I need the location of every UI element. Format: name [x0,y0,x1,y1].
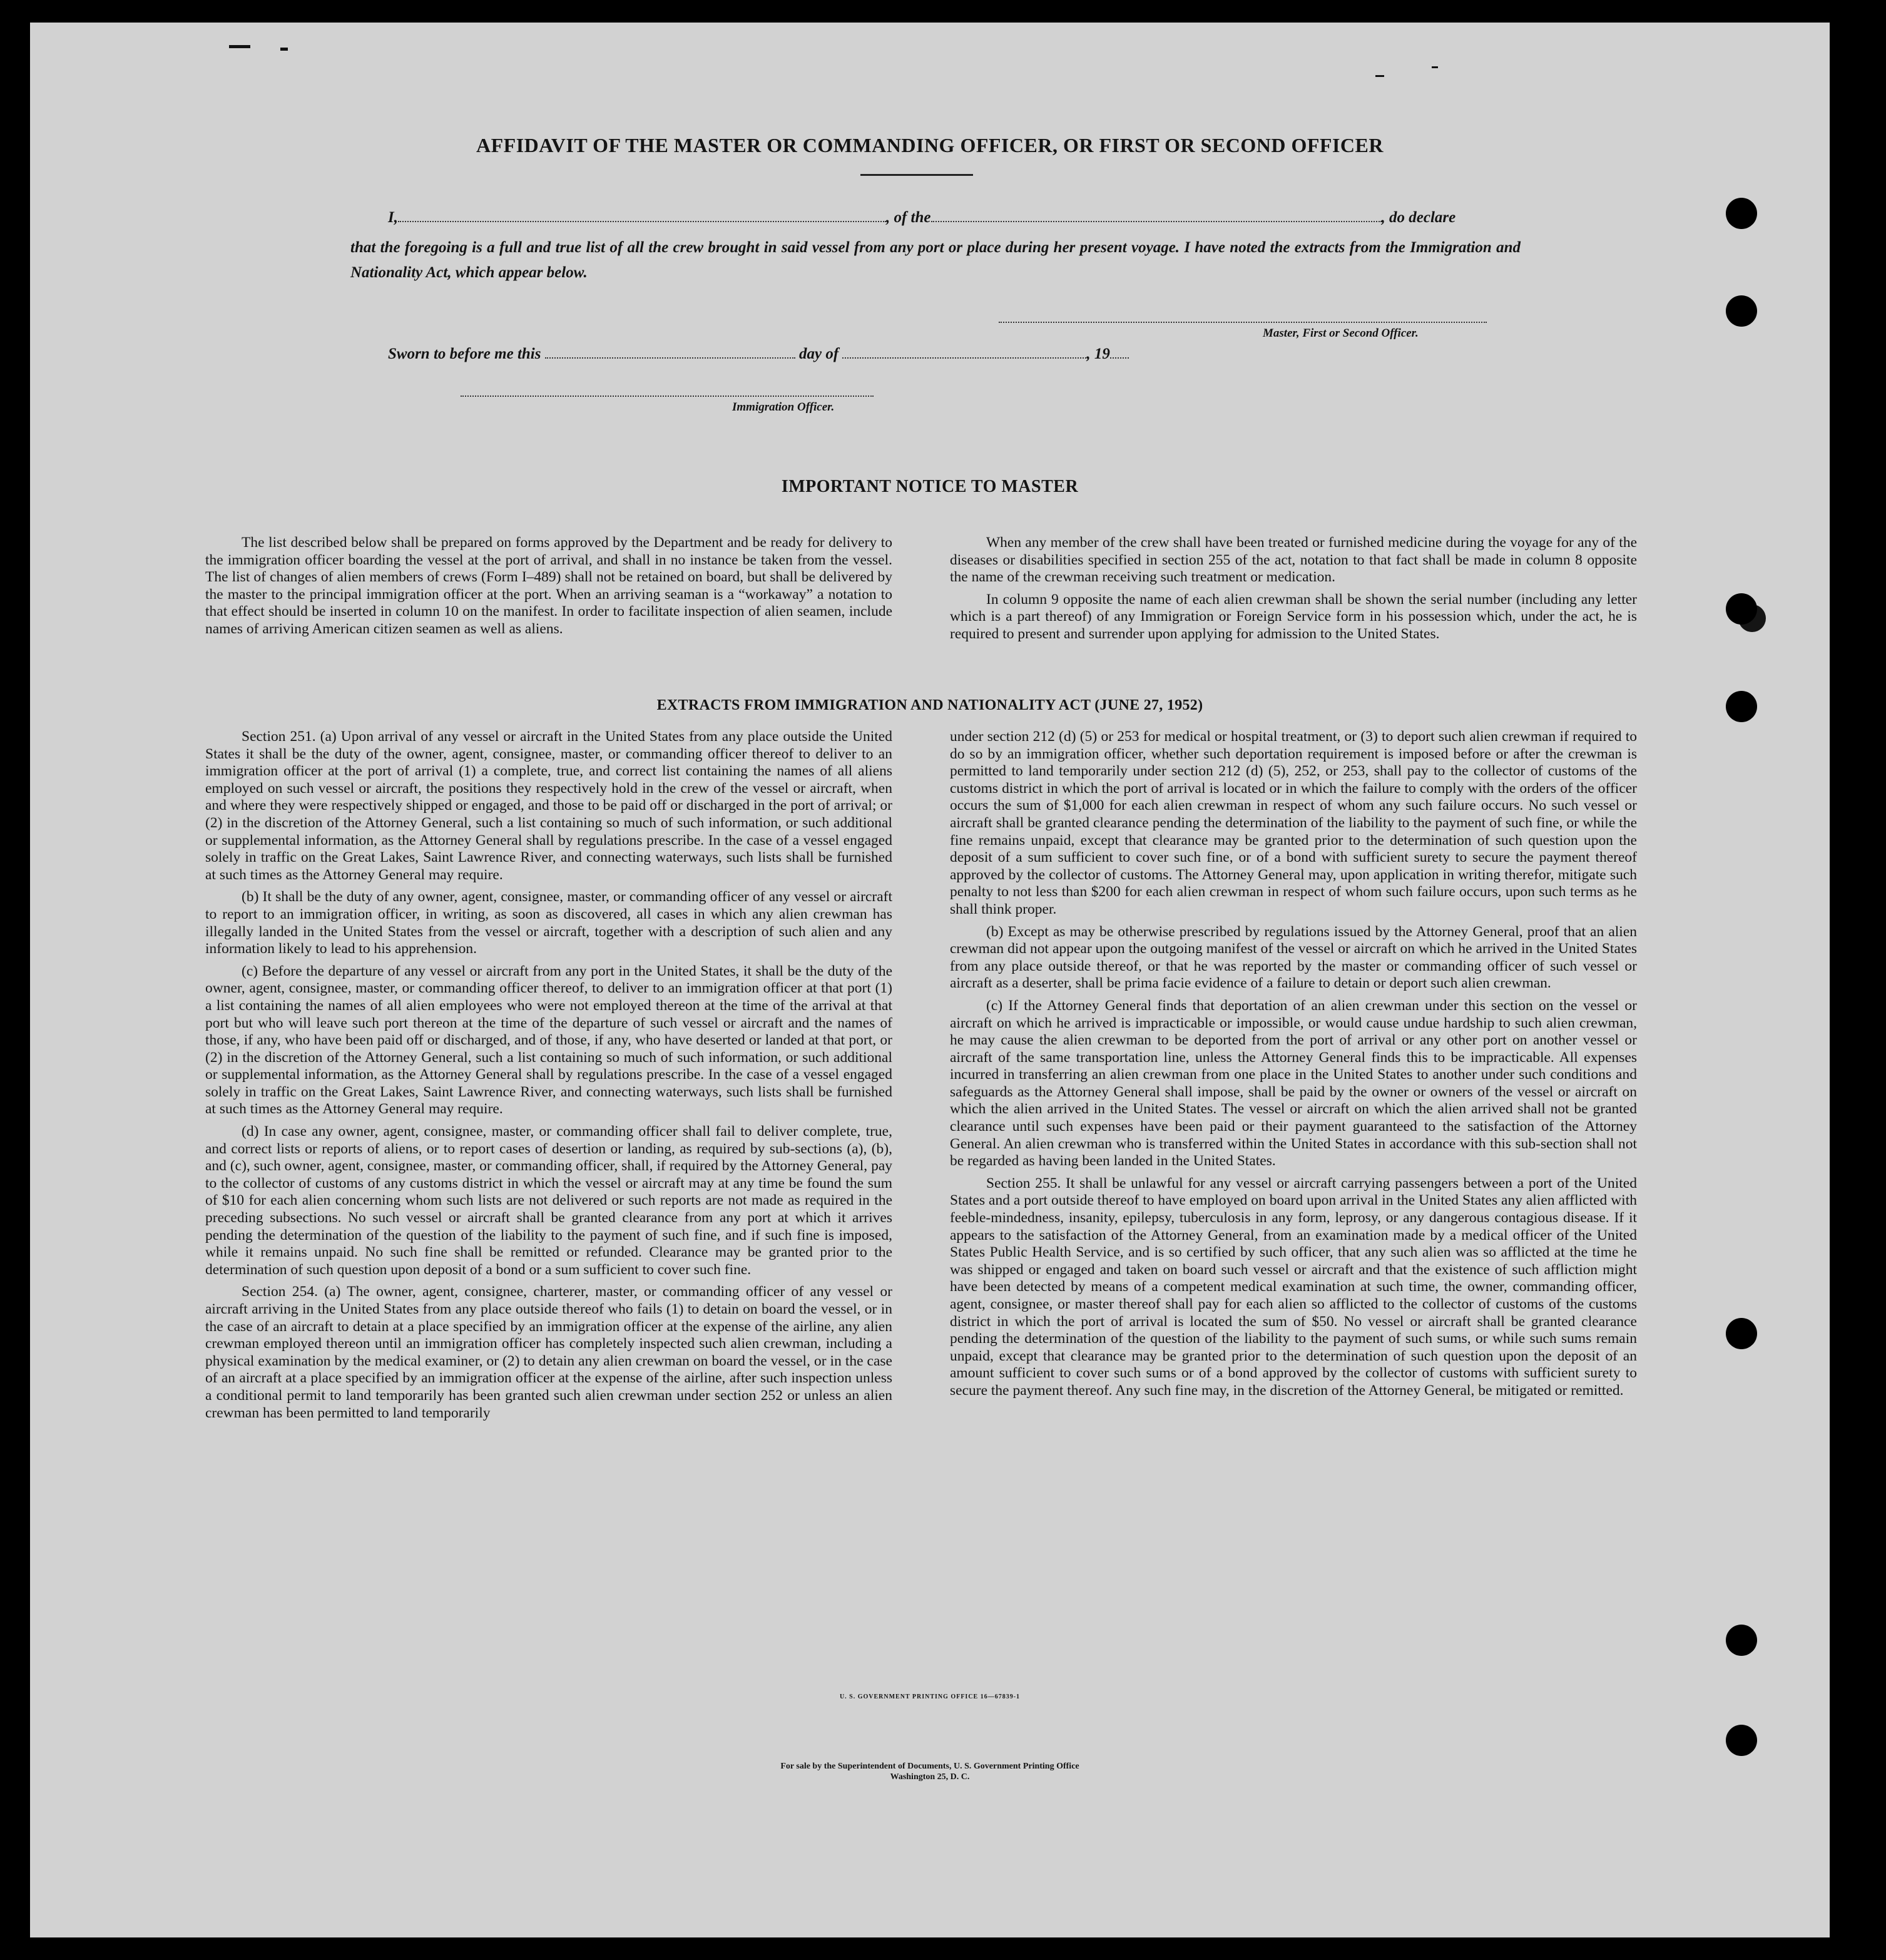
name-field[interactable] [398,211,886,222]
document-page [30,23,1830,1937]
officer-signature-line[interactable] [461,396,874,397]
extract-paragraph: under section 212 (d) (5) or 253 for medical or hospital treatment, or (3) to deport such alien crewman if required to do so by an immigration officer, whether such deportation requirement is imposed before or after the crewman is permitted to land temporarily under section 212 (d) (5), 252, or 253, shall pay to the collector of customs of the customs district in which the port of arrival is located or in which the failure to comply with the orders of the officer occurs the sum of $1,000 for each alien crewman in respect of whom any such failure occurs. No such vessel or aircraft shall be granted clearance pending the determination of the liability to the payment of such fine, or while the fine remains unpaid, except that clearance may be granted prior to the determination of such question upon the deposit of a sum sufficient to cover such fine, or of a bond with sufficient surety to secure the payment thereof approved by the collector of customs. The Attorney General may, upon application in writing therefor, mitigate such penalty to not less than $200 for each alien crewman in respect of whom such failure occurs, upon such terms as he shall think proper. [950,728,1637,917]
extract-paragraph: (c) If the Attorney General finds that deportation of an alien crewman under this section on the vessel or aircraft on which he arrived is impracticable or impossible, or would cause undue hardship to such alien crewman, he may cause the alien crewman to be deported from the port of arrival or any other port on another vessel or aircraft of the same transportation line, unless the Attorney General finds this to be impracticable. All expenses incurred in transferring an alien crewman from one place in the United States to another under such conditions and safeguards as the Attorney General shall impose, shall be paid by the owner or owners of the vessel or aircraft on which the alien arrived in the United States. The vessel or aircraft on which the alien arrived shall not be granted clearance until such expenses have been paid or their payment guaranteed to the satisfaction of the Attorney General. An alien crewman who is transferred within the United States in accordance with this sub-section shall not be regarded as having been landed in the United States. [950,997,1637,1170]
do-declare-label: , do declare [1381,209,1456,226]
sworn-year-field[interactable] [1110,347,1129,359]
extract-paragraph: Section 255. It shall be unlawful for any vessel or aircraft carrying passengers between a port of the United States and a port outside thereof to have employed on board upon arrival in the United States any alien afflicted with feeble-mindedness, insanity, epilepsy, tuberculosis in any form, leprosy, or any dangerous contagious disease. If it appears to the satisfaction of the Attorney General, from an examination made by a medical officer of the United States Public Health Service, and is so certified by such officer, that any such alien was so afflicted at the time he was shipped or engaged and taken on board such vessel or aircraft and that the existence of such affliction might have been detected by means of a competent medical examination at such time, the owner, commanding officer, agent, consignee, or master thereof shall pay for each alien so afflicted to the collector of customs of the customs district in which the port of arrival is located the sum of $50. No vessel or aircraft shall be granted clearance pending the determination of the question of the liability to the payment of such sums, or while such sums remain unpaid, except that clearance may be granted prior to the determination of such question upon the deposit of an amount sufficient to cover such sums or of a bond approved by the collector of customs with sufficient surety to secure the payment thereof. Any such fine may, in the discretion of the Attorney General, be mitigated or remitted. [950,1175,1637,1399]
sworn-day-field[interactable] [545,347,795,359]
extract-paragraph: (d) In case any owner, agent, consignee, master, or commanding officer shall fail to deliver complete, true, and correct lists or reports of aliens, or to report cases of desertion or landing, as required by sub-sections (a), (b), and (c), such owner, agent, consignee, master, or commanding officer, shall, if required by the Attorney General, pay to the collector of customs of any customs district in which the vessel or aircraft may at any time be found the sum of $10 for each alien concerning whom such lists are not delivered or such reports are not made as required in the preceding subsections. No such vessel or aircraft shall be granted clearance from any port at which it arrives pending the determination of the question of the liability to the payment of such fine, and if such fine is imposed, while it remains unpaid. No such fine shall be remitted or refunded. Clearance may be granted prior to the determination of such question upon deposit of a bond or a sum sufficient to cover such fine. [205,1123,892,1278]
affidavit-title: AFFIDAVIT OF THE MASTER OR COMMANDING OFFICER, OR FIRST OR SECOND OFFICER [476,134,1384,156]
master-signature-line[interactable] [999,322,1487,323]
scan-mark [1375,75,1384,77]
extract-paragraph: (c) Before the departure of any vessel or aircraft from any port in the United States, it shall be the duty of the owner, agent, consignee, master, or commanding officer thereof, to deliver to an immigration officer at that port (1) a list containing the names of all alien employees who were not employed thereon at the time of the arrival at that port but who will leave such port thereon at the time of the departure of such vessel or aircraft and the names of those, if any, who have been paid off or discharged, and of those, if any, who have deserted or landed at that port, or (2) in the discretion of the Attorney General, such a list containing so much of such information, or such additional or supplemental information, as the Attorney General shall by regulations prescribe. In the case of a vessel engaged solely in traffic on the Great Lakes, Saint Lawrence River, and connecting waterways, such lists shall be furnished at such times as the Attorney General may require. [205,962,892,1118]
of-the-label: , of the [885,209,931,226]
punch-hole [1726,1318,1757,1349]
notice-left-text: The list described below shall be prepared on forms approved by the Department and be ready for delivery to the immigration officer boarding the vessel at the port of arrival, and shall in no instance be taken from the vessel. The list of changes of alien members of crews (Form I–489) shall not be retained on board, but shall be delivered by the master to the principal immigration officer at the port. When an arriving seaman is a “workaway” a notation to that effect should be inserted in column 10 on the manifest. In order to facilitate inspection of alien seamen, include names of arriving American citizen seamen as well as aliens. [205,534,892,637]
notice-title: IMPORTANT NOTICE TO MASTER [781,477,1079,496]
sale-line-1: For sale by the Superintendent of Documents, U. S. Government Printing Office [780,1762,1079,1771]
extracts-title: EXTRACTS FROM IMMIGRATION AND NATIONALITY ACT (JUNE 27, 1952) [656,697,1203,713]
scan-mark [280,48,288,51]
extract-paragraph: (b) Except as may be otherwise prescribed by regulations issued by the Attorney General, proof that an alien crewman did not appear upon the outgoing manifest of the vessel or aircraft on which he arrived in the United States from any place outside thereof, or that he was reported by the master or commanding officer of such vessel or aircraft as a deserter, shall be prima facie evidence of a failure to detain or deport such alien crewman. [950,923,1637,992]
i-label: I, [388,209,398,226]
officer-label: Immigration Officer. [732,401,835,414]
extract-paragraph: (b) It shall be the duty of any owner, agent, consignee, master, or commanding officer of any vessel or aircraft to report to an immigration officer, in writing, as soon as discovered, all cases in which any alien crewman has illegally landed in the United States from the vessel or aircraft, together with a description of such alien and any information likely to lead to his apprehension. [205,889,892,957]
extract-paragraph: Section 254. (a) The owner, agent, consignee, charterer, master, or commanding officer of any vessel or aircraft arriving in the United States from any place outside thereof who fails (1) to detain on board the vessel, or in the case of an aircraft to detain at a place specified by an immigration officer at the expense of the airline, any alien crewman employed thereon until an immigration officer has completely inspected such alien crewman, including a physical examination by the medical examiner, or (2) to detain any alien crewman on board the vessel, or in the case of an aircraft at a place specified by an immigration officer at the expense of the airline, after such inspection unless a conditional permit to land temporarily has been granted such alien crewman under section 252 or unless an alien crewman has been permitted to land temporarily [205,1284,892,1421]
sale-notice [30,1761,1830,1782]
declaration-line [388,209,1521,227]
sworn-month-field[interactable] [842,347,1086,359]
sworn-label: Sworn to before me this [388,345,541,362]
punch-hole [1726,295,1757,327]
sworn-line [388,345,1264,363]
notice-right-para-1: When any member of the crew shall have been treated or furnished medicine during the voyage for any of the diseases or disabilities specified in section 255 of the act, notation to that fact shall be made in column 8 opposite the name of the crewman receiving such treatment or medication. [950,534,1637,586]
master-label: Master, First or Second Officer. [1263,327,1419,340]
sale-line-2: Washington 25, D. C. [890,1772,970,1782]
extract-paragraph: Section 251. (a) Upon arrival of any vessel or aircraft in the United States from any place outside the United States it shall be the duty of the owner, agent, consignee, master, or commanding officer thereof to deliver to an immigration officer at the port of arrival (1) a complete, true, and correct list containing the names of all aliens employed on such vessel or aircraft, the positions they respectively hold in the crew of the vessel or aircraft, when and where they were respectively shipped or engaged, and those to be paid off or discharged in the port of arrival; or (2) in the discretion of the Attorney General, such a list containing so much of such information, or such additional or supplemental information, as the Attorney General shall by regulations prescribe. In the case of a vessel engaged solely in traffic on the Great Lakes, Saint Lawrence River, and connecting waterways, such lists shall be furnished at such times as the Attorney General may require. [205,728,892,883]
scan-mark [1432,66,1438,68]
punch-hole [1738,605,1766,632]
notice-right-column [950,534,1637,643]
extracts-left-column [205,728,892,1422]
year-prefix: , 19 [1086,345,1110,362]
punch-hole [1726,198,1757,229]
gpo-imprint: U. S. GOVERNMENT PRINTING OFFICE 16—67839-1 [839,1693,1021,1700]
scan-mark [229,45,250,48]
punch-hole [1726,1725,1757,1756]
extracts-right-column [950,728,1637,1400]
vessel-field[interactable] [931,211,1382,222]
title-rule [860,174,973,176]
notice-left-column [205,534,892,638]
day-of-label: day of [798,345,839,362]
punch-hole [1726,1625,1757,1656]
notice-right-para-2: In column 9 opposite the name of each alien crewman shall be shown the serial number (including any letter which is a part thereof) of any Immigration or Foreign Service form in his possession which, under the act, he is required to present and surrender upon applying for admission to the United States. [950,591,1637,642]
declaration-body: that the foregoing is a full and true list of all the crew brought in said vessel from any port or place during her present voyage. I have noted the extracts from the Immigration and Nationality Act, which appear below. [350,239,1521,281]
